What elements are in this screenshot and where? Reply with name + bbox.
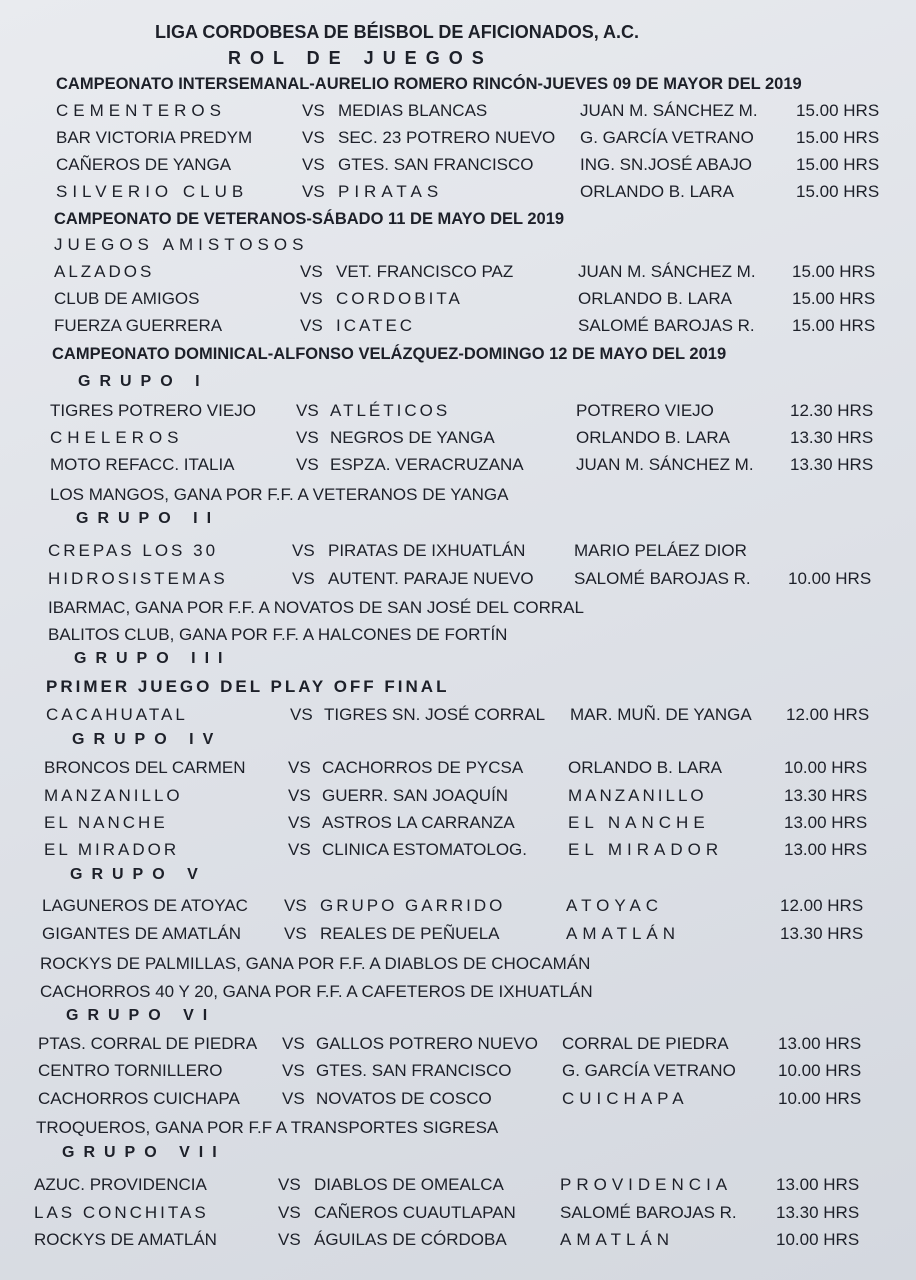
venue: ORLANDO B. LARA — [578, 289, 732, 308]
venue: AMATLÁN — [566, 924, 681, 943]
forfeit-note-row — [0, 1114, 916, 1142]
away-team: GTES. SAN FRANCISCO — [338, 155, 534, 174]
league-title-row — [0, 18, 916, 46]
home-team: MANZANILLO — [44, 786, 183, 805]
game-row — [0, 1171, 916, 1199]
game-row — [0, 178, 916, 206]
game-time: 15.00 HRS — [792, 289, 876, 308]
venue: MARIO PELÁEZ DIOR — [574, 541, 747, 560]
game-time: 10.00 HRS — [778, 1089, 862, 1108]
vs-label: VS — [288, 840, 311, 859]
home-team: LAGUNEROS DE ATOYAC — [42, 896, 248, 915]
game-row — [0, 151, 916, 179]
home-team: ALZADOS — [54, 262, 155, 281]
away-team: TIGRES SN. JOSÉ CORRAL — [324, 705, 546, 724]
away-team: ASTROS LA CARRANZA — [322, 813, 515, 832]
home-team: CEMENTEROS — [56, 101, 226, 120]
venue: CUICHAPA — [562, 1089, 689, 1108]
game-time: 10.00 HRS — [778, 1061, 862, 1080]
game-row — [0, 565, 916, 593]
away-team: CORDOBITA — [336, 289, 463, 308]
venue: MAR. MUÑ. DE YANGA — [570, 705, 752, 724]
away-team: DIABLOS DE OMEALCA — [314, 1175, 504, 1194]
game-row — [0, 1030, 916, 1058]
group-title-row — [0, 726, 916, 754]
group-title-row — [0, 505, 916, 533]
game-time: 12.00 HRS — [786, 705, 870, 724]
vs-label: VS — [288, 758, 311, 777]
home-team: LAS CONCHITAS — [34, 1203, 209, 1222]
home-team: CACAHUATAL — [46, 705, 188, 724]
venue: ORLANDO B. LARA — [580, 182, 734, 201]
venue: CORRAL DE PIEDRA — [562, 1034, 729, 1053]
forfeit-note: CACHORROS 40 Y 20, GANA POR F.F. A CAFETEROS DE IXHUATLÁN — [40, 982, 593, 1001]
vs-label: VS — [302, 155, 325, 174]
venue: SALOMÉ BAROJAS R. — [560, 1203, 737, 1222]
vs-label: VS — [278, 1203, 301, 1222]
away-team: ICATEC — [336, 316, 416, 335]
venue: ATOYAC — [566, 896, 664, 915]
vs-label: VS — [300, 289, 323, 308]
home-team: EL MIRADOR — [44, 840, 180, 859]
venue: EL MIRADOR — [568, 840, 724, 859]
venue: JUAN M. SÁNCHEZ M. — [578, 262, 756, 281]
game-row — [0, 1057, 916, 1085]
vs-label: VS — [282, 1061, 305, 1080]
vs-label: VS — [296, 428, 319, 447]
game-time: 13.30 HRS — [776, 1203, 860, 1222]
game-row — [0, 537, 916, 565]
game-time: 15.00 HRS — [796, 128, 880, 147]
game-row — [0, 97, 916, 125]
away-team: GALLOS POTRERO NUEVO — [316, 1034, 538, 1053]
home-team: BAR VICTORIA PREDYM — [56, 128, 253, 147]
vs-label: VS — [296, 401, 319, 420]
vs-label: VS — [302, 101, 325, 120]
home-team: GIGANTES DE AMATLÁN — [42, 924, 242, 943]
group-title: GRUPO VI — [66, 1007, 217, 1024]
away-team: GTES. SAN FRANCISCO — [316, 1061, 512, 1080]
away-team: SEC. 23 POTRERO NUEVO — [338, 128, 556, 147]
game-time: 12.30 HRS — [790, 401, 874, 420]
group-subtitle: PRIMER JUEGO DEL PLAY OFF FINAL — [46, 677, 450, 696]
game-time: 13.00 HRS — [784, 813, 868, 832]
game-time: 10.00 HRS — [776, 1230, 860, 1249]
venue: PROVIDENCIA — [560, 1175, 733, 1194]
venue: POTRERO VIEJO — [576, 401, 714, 420]
vs-label: VS — [284, 896, 307, 915]
group-title-row — [0, 368, 916, 396]
home-team: ROCKYS DE AMATLÁN — [34, 1230, 217, 1249]
game-time: 10.00 HRS — [788, 569, 872, 588]
home-team: CACHORROS CUICHAPA — [38, 1089, 240, 1108]
section-title: CAMPEONATO INTERSEMANAL-AURELIO ROMERO RINCÓN-JUEVES 09 DE MAYOR DEL 2019 — [56, 75, 802, 93]
vs-label: VS — [282, 1034, 305, 1053]
forfeit-note: TROQUEROS, GANA POR F.F A TRANSPORTES SIGRESA — [36, 1118, 499, 1137]
venue: G. GARCÍA VETRANO — [580, 128, 754, 147]
away-team: ESPZA. VERACRUZANA — [330, 455, 524, 474]
venue: ORLANDO B. LARA — [568, 758, 722, 777]
vs-label: VS — [288, 813, 311, 832]
away-team: GRUPO GARRIDO — [320, 896, 506, 915]
game-row — [0, 1085, 916, 1113]
away-team: NOVATOS DE COSCO — [316, 1089, 492, 1108]
section-title-row — [0, 340, 916, 368]
group-title: GRUPO IV — [72, 731, 223, 748]
away-team: MEDIAS BLANCAS — [338, 101, 488, 120]
venue: MANZANILLO — [568, 786, 707, 805]
game-row — [0, 809, 916, 837]
game-row — [0, 1199, 916, 1227]
forfeit-note: BALITOS CLUB, GANA POR F.F. A HALCONES DE FORTÍN — [48, 625, 508, 644]
game-time: 13.00 HRS — [776, 1175, 860, 1194]
forfeit-note: LOS MANGOS, GANA POR F.F. A VETERANOS DE YANGA — [50, 485, 509, 504]
game-row — [0, 285, 916, 313]
vs-label: VS — [296, 455, 319, 474]
home-team: CLUB DE AMIGOS — [54, 289, 200, 308]
game-time: 13.30 HRS — [784, 786, 868, 805]
home-team: SILVERIO CLUB — [56, 182, 249, 201]
game-row — [0, 782, 916, 810]
venue: JUAN M. SÁNCHEZ M. — [580, 101, 758, 120]
game-row — [0, 701, 916, 729]
section-title-row — [0, 70, 916, 98]
forfeit-note: IBARMAC, GANA POR F.F. A NOVATOS DE SAN JOSÉ DEL CORRAL — [48, 598, 584, 617]
away-team: ATLÉTICOS — [330, 401, 451, 420]
game-time: 15.00 HRS — [796, 155, 880, 174]
game-row — [0, 892, 916, 920]
group-title-row — [0, 1002, 916, 1030]
home-team: CREPAS LOS 30 — [48, 541, 219, 560]
home-team: BRONCOS DEL CARMEN — [44, 758, 246, 777]
home-team: TIGRES POTRERO VIEJO — [50, 401, 256, 420]
forfeit-note-row — [0, 950, 916, 978]
game-time: 13.00 HRS — [778, 1034, 862, 1053]
group-title: GRUPO II — [76, 510, 221, 527]
forfeit-note-row — [0, 594, 916, 622]
away-team: NEGROS DE YANGA — [330, 428, 495, 447]
home-team: MOTO REFACC. ITALIA — [50, 455, 235, 474]
game-time: 12.00 HRS — [780, 896, 864, 915]
vs-label: VS — [300, 262, 323, 281]
group-title-row — [0, 861, 916, 889]
game-row — [0, 836, 916, 864]
venue: JUAN M. SÁNCHEZ M. — [576, 455, 754, 474]
vs-label: VS — [284, 924, 307, 943]
game-time: 15.00 HRS — [796, 182, 880, 201]
group-title: GRUPO V — [70, 866, 207, 883]
game-row — [0, 920, 916, 948]
section-title: CAMPEONATO DOMINICAL-ALFONSO VELÁZQUEZ-DOMINGO 12 DE MAYO DEL 2019 — [52, 345, 727, 363]
game-time: 13.00 HRS — [784, 840, 868, 859]
group-title: GRUPO III — [74, 650, 232, 667]
away-team: CACHORROS DE PYCSA — [322, 758, 524, 777]
venue: AMATLÁN — [560, 1230, 675, 1249]
group-title-row — [0, 645, 916, 673]
group-title: GRUPO VII — [62, 1144, 226, 1161]
game-row — [0, 424, 916, 452]
away-team: CLINICA ESTOMATOLOG. — [322, 840, 527, 859]
league-title: LIGA CORDOBESA DE BÉISBOL DE AFICIONADOS, A.C. — [155, 22, 640, 42]
away-team: AUTENT. PARAJE NUEVO — [328, 569, 534, 588]
home-team: CAÑEROS DE YANGA — [56, 155, 232, 174]
vs-label: VS — [290, 705, 313, 724]
game-time: 15.00 HRS — [792, 262, 876, 281]
group-subtitle-row — [0, 673, 916, 701]
away-team: REALES DE PEÑUELA — [320, 924, 500, 943]
game-row — [0, 1226, 916, 1254]
vs-label: VS — [282, 1089, 305, 1108]
game-time: 13.30 HRS — [780, 924, 864, 943]
away-team: CAÑEROS CUAUTLAPAN — [314, 1203, 516, 1222]
venue: SALOMÉ BAROJAS R. — [574, 569, 751, 588]
vs-label: VS — [302, 182, 325, 201]
venue: ING. SN.JOSÉ ABAJO — [580, 155, 752, 174]
group-title: GRUPO I — [78, 373, 209, 390]
home-team: CHELEROS — [50, 428, 184, 447]
game-row — [0, 754, 916, 782]
vs-label: VS — [302, 128, 325, 147]
home-team: FUERZA GUERRERA — [54, 316, 223, 335]
game-row — [0, 124, 916, 152]
section-title-row — [0, 205, 916, 233]
game-row — [0, 312, 916, 340]
away-team: VET. FRANCISCO PAZ — [336, 262, 514, 281]
schedule-subtitle: ROL DE JUEGOS — [228, 48, 493, 68]
game-row — [0, 451, 916, 479]
venue: EL NANCHE — [568, 813, 710, 832]
vs-label: VS — [300, 316, 323, 335]
away-team: PIRATAS — [338, 182, 444, 201]
venue: G. GARCÍA VETRANO — [562, 1061, 736, 1080]
game-time: 13.30 HRS — [790, 428, 874, 447]
away-team: GUERR. SAN JOAQUÍN — [322, 786, 509, 805]
game-time: 15.00 HRS — [796, 101, 880, 120]
vs-label: VS — [292, 569, 315, 588]
home-team: AZUC. PROVIDENCIA — [34, 1175, 207, 1194]
home-team: CENTRO TORNILLERO — [38, 1061, 223, 1080]
vs-label: VS — [292, 541, 315, 560]
game-time: 15.00 HRS — [792, 316, 876, 335]
away-team: ÁGUILAS DE CÓRDOBA — [314, 1230, 507, 1249]
vs-label: VS — [288, 786, 311, 805]
home-team: HIDROSISTEMAS — [48, 569, 228, 588]
game-row — [0, 258, 916, 286]
section-note: JUEGOS AMISTOSOS — [54, 235, 309, 254]
home-team: PTAS. CORRAL DE PIEDRA — [38, 1034, 258, 1053]
group-title-row — [0, 1139, 916, 1167]
game-row — [0, 397, 916, 425]
forfeit-note: ROCKYS DE PALMILLAS, GANA POR F.F. A DIABLOS DE CHOCAMÁN — [40, 954, 591, 973]
away-team: PIRATAS DE IXHUATLÁN — [328, 541, 526, 560]
section-note-row — [0, 231, 916, 259]
game-time: 10.00 HRS — [784, 758, 868, 777]
subtitle-row — [0, 44, 916, 72]
section-title: CAMPEONATO DE VETERANOS-SÁBADO 11 DE MAYO DEL 2019 — [54, 210, 565, 228]
venue: SALOMÉ BAROJAS R. — [578, 316, 755, 335]
vs-label: VS — [278, 1230, 301, 1249]
home-team: EL NANCHE — [44, 813, 168, 832]
venue: ORLANDO B. LARA — [576, 428, 730, 447]
game-time: 13.30 HRS — [790, 455, 874, 474]
vs-label: VS — [278, 1175, 301, 1194]
